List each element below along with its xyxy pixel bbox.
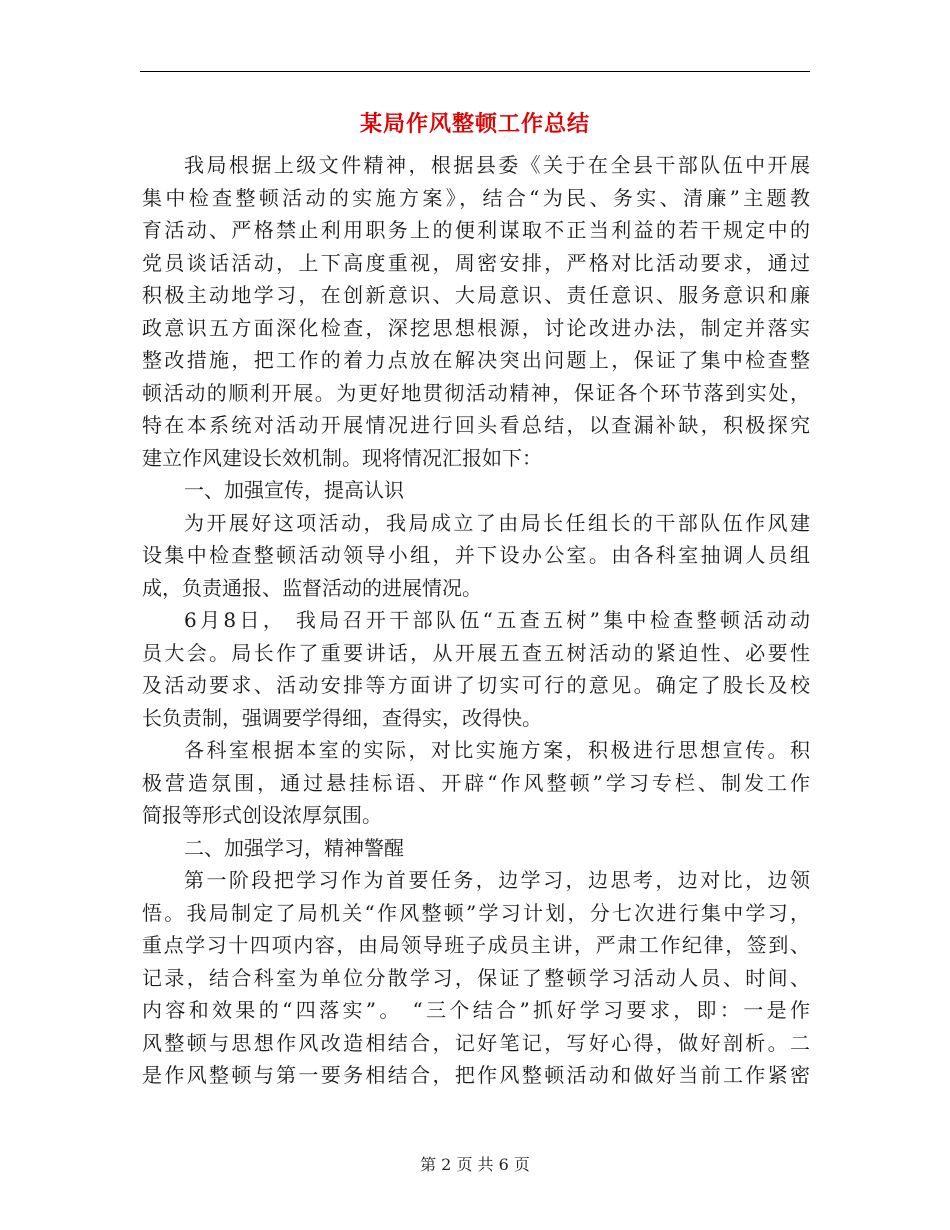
paragraph <box>142 832 810 865</box>
paragraph-line: 党员谈话活动，上下高度重视，周密安排，严格对比活动要求，通过 <box>142 250 810 275</box>
paragraph-line: 悟。我局制定了局机关“作风整顿”学习计划，分七次进行集中学习， <box>142 900 810 925</box>
header-rule <box>140 71 810 72</box>
paragraph <box>142 507 810 605</box>
paragraph-line: 建立作风建设长效机制。现将情况汇报如下： <box>142 445 542 470</box>
paragraph-line: 积极主动地学习，在创新意识、大局意识、责任意识、服务意识和廉 <box>142 283 810 307</box>
paragraph-line: 记录，结合科室为单位分散学习，保证了整顿学习活动人员、时间、 <box>142 965 810 990</box>
document-body <box>142 149 810 1092</box>
paragraph-line: 我局根据上级文件精神，根据县委《关于在全县干部队伍中开展 <box>184 153 810 177</box>
paragraph-line: 顿活动的顺利开展。为更好地贯彻活动精神，保证各个环节落到实处， <box>142 380 810 405</box>
paragraph-line: 第一阶段把学习作为首要任务，边学习，边思考，边对比，边领 <box>184 868 810 892</box>
paragraph-line: 特在本系统对活动开展情况进行回头看总结，以查漏补缺，积极探究 <box>142 413 810 437</box>
paragraph-line: 员大会。局长作了重要讲话，从开展五查五树活动的紧迫性、必要性 <box>142 640 810 665</box>
document-title: 某局作风整顿工作总结 <box>359 112 590 137</box>
paragraph-line: 为开展好这项活动，我局成立了由局长任组长的干部队伍作风建 <box>184 510 810 535</box>
paragraph-line: 成，负责通报、监督活动的进展情况。 <box>142 575 482 600</box>
paragraph-line: 6月8日， 我局召开干部队伍“五查五树”集中检查整顿活动动 <box>184 608 810 632</box>
paragraph-line: 及活动要求、活动安排等方面讲了切实可行的意见。确定了股长及校 <box>142 673 810 697</box>
paragraph-line: 内容和效果的“四落实”。 “三个结合”抓好学习要求，即：一是作 <box>142 998 810 1022</box>
paragraph-line: 极营造氛围，通过悬挂标语、开辟“作风整顿”学习专栏、制发工作 <box>142 770 810 795</box>
paragraph-line: 各科室根据本室的实际，对比实施方案，积极进行思想宣传。积 <box>184 738 810 762</box>
page-number: 第 2 页 共 6 页 <box>420 1155 530 1174</box>
paragraph-line: 二、加强学习，精神警醒 <box>184 835 404 860</box>
paragraph-line: 育活动、严格禁止利用职务上的便利谋取不正当利益的若干规定中的 <box>142 218 810 242</box>
paragraph-line: 风整顿与思想作风改造相结合，记好笔记，写好心得，做好剖析。二 <box>142 1030 810 1055</box>
paragraph-line: 长负责制，强调要学得细，查得实，改得快。 <box>142 705 542 730</box>
paragraph-line: 集中检查整顿活动的实施方案》，结合“为民、务实、清廉”主题教 <box>142 185 810 210</box>
paragraph <box>142 474 810 507</box>
paragraph-line: 政意识五方面深化检查，深挖思想根源，讨论改进办法，制定并落实 <box>142 315 810 340</box>
paragraph-line: 一、加强宣传，提高认识 <box>184 478 404 502</box>
paragraph <box>142 604 810 734</box>
paragraph <box>142 149 810 474</box>
paragraph-line: 设集中检查整顿活动领导小组，并下设办公室。由各科室抽调人员组 <box>142 543 810 567</box>
paragraph <box>142 864 810 1092</box>
paragraph-line: 是作风整顿与第一要务相结合，把作风整顿活动和做好当前工作紧密 <box>142 1063 810 1087</box>
paragraph-line: 简报等形式创设浓厚氛围。 <box>142 803 382 827</box>
paragraph <box>142 734 810 832</box>
paragraph-line: 整改措施，把工作的着力点放在解决突出问题上，保证了集中检查整 <box>142 348 810 372</box>
paragraph-line: 重点学习十四项内容，由局领导班子成员主讲，严肃工作纪律，签到、 <box>142 933 810 957</box>
